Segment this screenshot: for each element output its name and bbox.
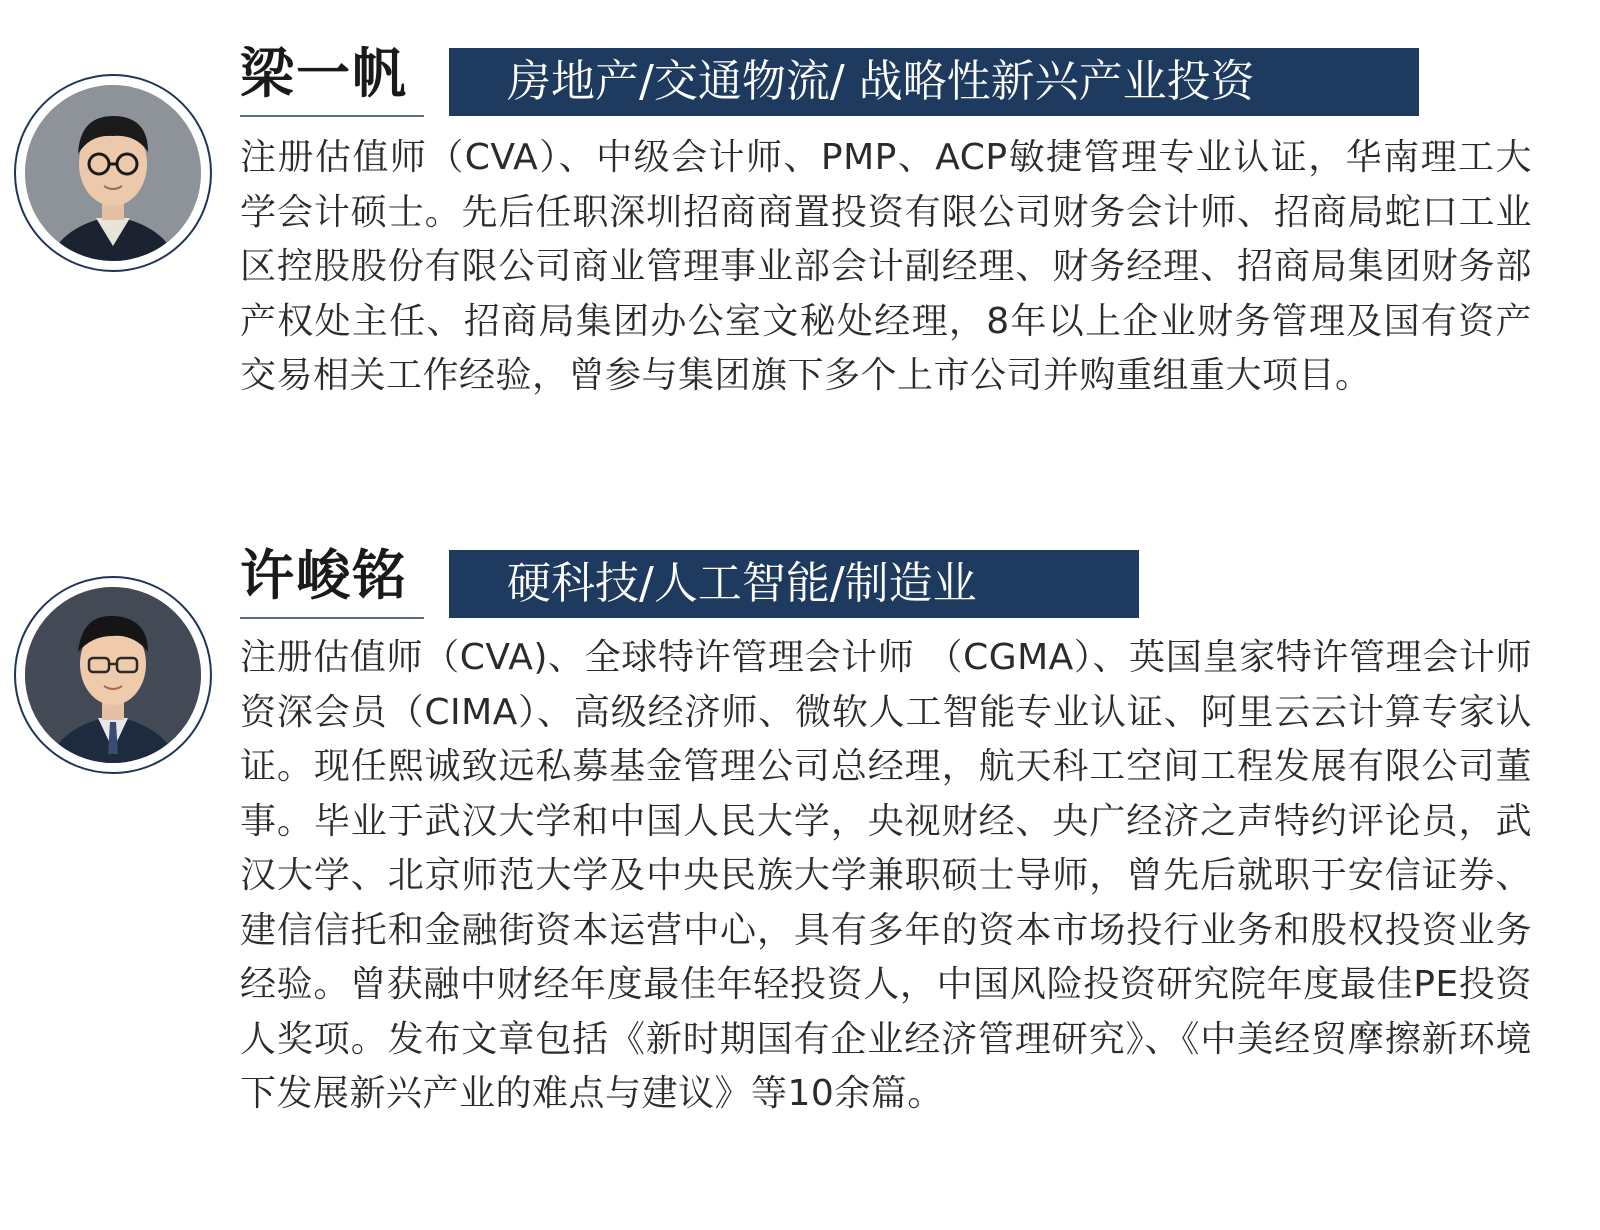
avatar: [14, 576, 212, 774]
name-divider: [240, 617, 424, 619]
person-portrait-icon: [16, 76, 210, 270]
bio-paragraph: 注册估值师（CVA）、中级会计师、PMP、ACP敏捷管理专业认证，华南理工大学会计硕士。先后任职深圳招商商置投资有限公司财务会计师、招商局蛇口工业区控股股份有限公司商业管理事业部会计副经理、财务经理、招商局集团财务部产权处主任、招商局集团办公室文秘处经理，8年以上企业财务管理及国有资产交易相关工作经验，曾参与集团旗下多个上市公司并购重组重大项目。: [240, 137, 1532, 396]
bio-paragraph: 注册估值师（CVA)、全球特许管理会计师 （CGMA）、英国皇家特许管理会计师资深会员（CIMA）、高级经济师、微软人工智能专业认证、阿里云云计算专家认证。现任熙诚致远私募基金管理公司总经理，航天科工空间工程发展有限公司董事。毕业于武汉大学和中国人民大学，央视财经、央广经济之声特约评论员，武汉大学、北京师范大学及中央民族大学兼职硕士导师，曾先后就职于安信证券、建信信托和金融街资本运营中心，具有多年的资本市场投行业务和股权投资业务经验。曾获融中财经年度最佳年轻投资人，中国风险投资研究院年度最佳PE投资人奖项。发布文章包括《新时期国有企业经济管理研究》、《中美经贸摩擦新环境下发展新兴产业的难点与建议》等10余篇。: [240, 637, 1532, 1114]
focus-areas-banner: [449, 550, 1139, 618]
focus-areas-text: 硬科技/人工智能/制造业: [507, 558, 977, 609]
focus-areas-banner: [449, 48, 1419, 116]
person-name: 梁一帆: [240, 42, 408, 105]
avatar: [14, 74, 212, 272]
person-name: 许峻铭: [240, 544, 408, 607]
person-portrait-icon: [16, 578, 210, 772]
focus-areas-text: 房地产/交通物流/ 战略性新兴产业投资: [507, 56, 1255, 107]
name-divider: [240, 115, 424, 117]
